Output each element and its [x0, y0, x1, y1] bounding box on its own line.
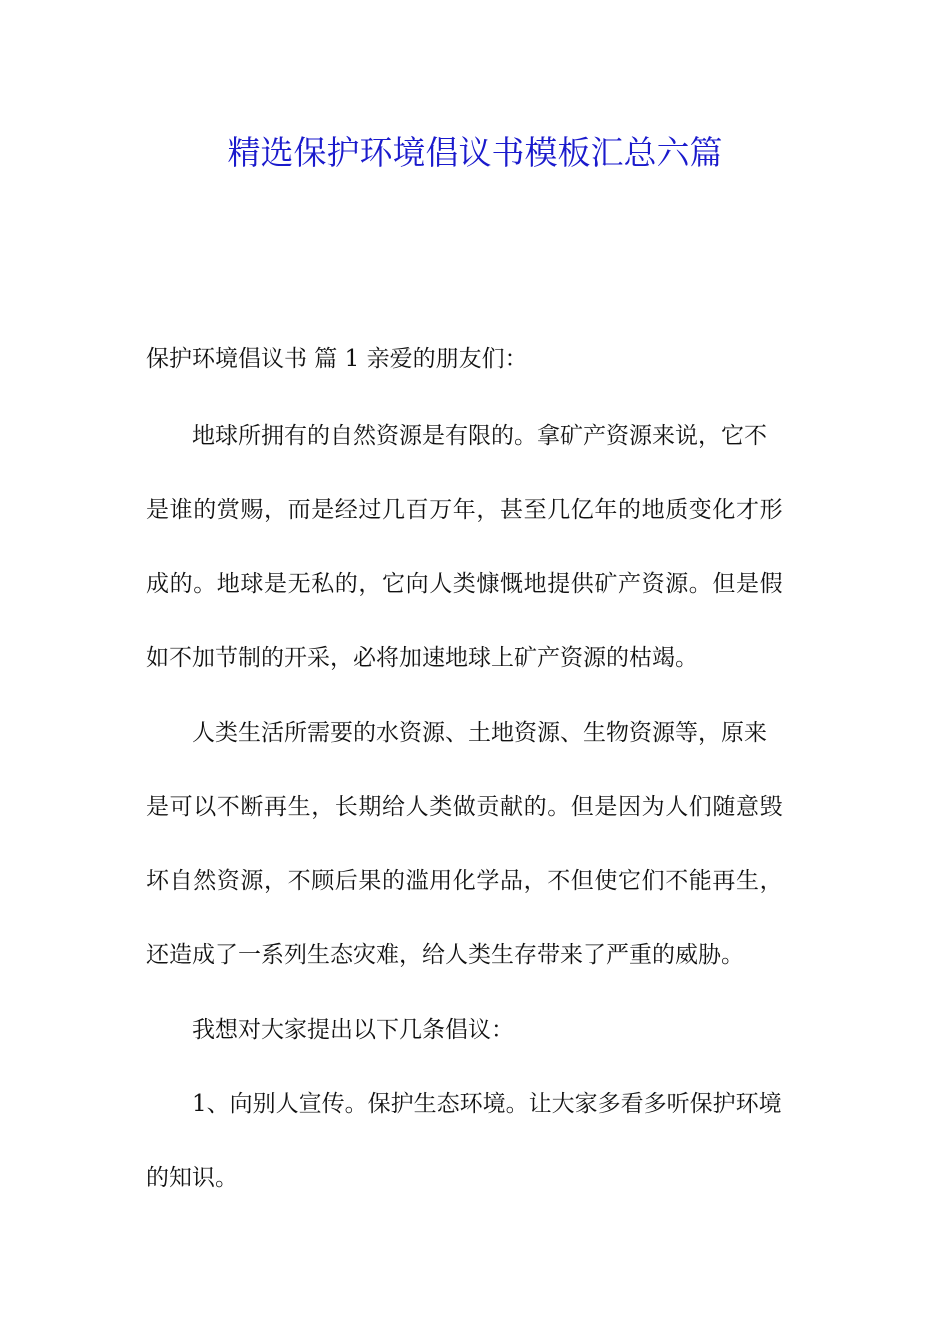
paragraph-line: 的知识。 [146, 1165, 238, 1191]
paragraph-line: 人类生活所需要的水资源、土地资源、生物资源等，原来 [192, 720, 767, 746]
paragraph-line: 地球所拥有的自然资源是有限的。拿矿产资源来说，它不 [192, 423, 767, 449]
paragraph-line: 坏自然资源，不顾后果的滥用化学品，不但使它们不能再生， [146, 868, 784, 894]
paragraph-line: 还造成了一系列生态灾难，给人类生存带来了严重的威胁。 [146, 942, 744, 968]
paragraph-line: 1、向别人宣传。保护生态环境。让大家多看多听保护环境 [192, 1091, 782, 1117]
paragraph-line: 是谁的赏赐，而是经过几百万年，甚至几亿年的地质变化才形 [146, 497, 784, 523]
paragraph-line: 成的。地球是无私的，它向人类慷慨地提供矿产资源。但是假 [146, 571, 784, 597]
paragraph-line: 我想对大家提出以下几条倡议： [192, 1017, 514, 1043]
section-heading-line: 保护环境倡议书 篇 1 亲爱的朋友们： [146, 346, 528, 372]
document-title: 精选保护环境倡议书模板汇总六篇 [227, 133, 723, 172]
paragraph-line: 是可以不断再生，长期给人类做贡献的。但是因为人们随意毁 [146, 794, 784, 820]
paragraph-line: 如不加节制的开采，必将加速地球上矿产资源的枯竭。 [146, 645, 698, 671]
